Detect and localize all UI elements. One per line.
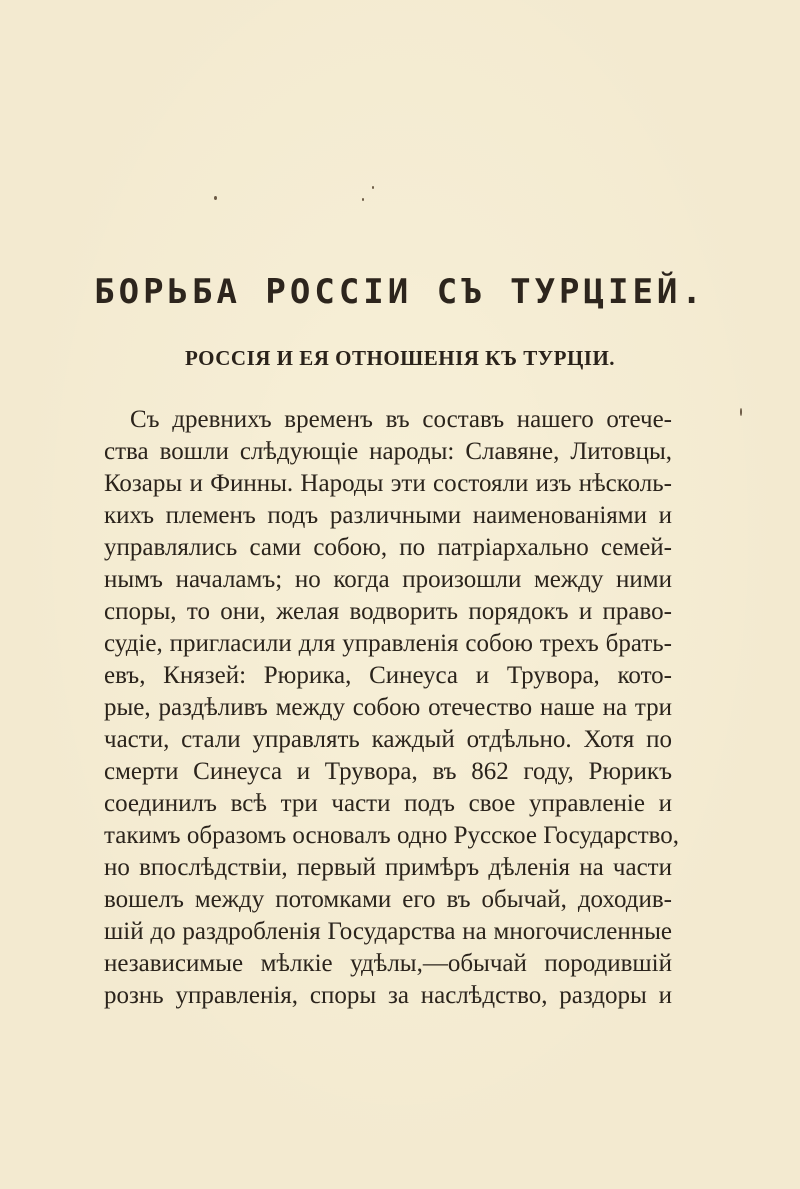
ink-speck: [214, 196, 217, 200]
ink-speck: [362, 198, 364, 201]
text-line: кихъ племенъ подъ различными наименованіями и: [104, 502, 672, 529]
text-line: рознь управленія, споры за наслѣдство, раздоры и: [104, 982, 672, 1009]
text-line: такимъ образомъ основалъ одно Русское Государство,: [104, 822, 679, 849]
body-paragraph: [104, 404, 679, 1012]
text-line: шій до раздробленія Государства на многочисленные: [104, 918, 672, 945]
text-line: нымъ началамъ; но когда произошли между ними: [104, 566, 672, 593]
text-line: вошелъ между потомками его въ обычай, доходив-: [104, 886, 672, 913]
text-line: управлялись сами собою, по патріархально семей-: [104, 534, 672, 561]
text-line: соединилъ всѣ три части подъ свое управленіе и: [104, 790, 672, 817]
text-line: смерти Синеуса и Трувора, въ 862 году, Рюрикъ: [104, 758, 672, 785]
text-line: евъ, Князей: Рюрика, Синеуса и Трувора, кото-: [104, 662, 672, 689]
text-line: споры, то они, желая водворить порядокъ и право-: [104, 598, 672, 625]
text-line: части, стали управлять каждый отдѣльно. Хотя по: [104, 726, 672, 753]
text-line: рые, раздѣливъ между собою отечество наше на три: [104, 694, 672, 721]
text-line: но впослѣдствіи, первый примѣръ дѣленія на части: [104, 854, 672, 881]
section-subtitle: РОССІЯ И ЕЯ ОТНОШЕНІЯ КЪ ТУРЦІИ.: [184, 346, 616, 370]
text-line: Козары и Финны. Народы эти состояли изъ нѣсколь-: [104, 470, 672, 497]
text-line: Съ древнихъ временъ въ составъ нашего отече-: [130, 406, 672, 433]
ink-speck: [372, 186, 374, 189]
text-line: судіе, пригласили для управленія собою трехъ брать-: [104, 630, 672, 657]
chapter-title: БОРЬБА РОССІИ СЪ ТУРЦІЕЙ.: [94, 272, 706, 312]
ink-speck: [740, 408, 742, 416]
text-line: ства вошли слѣдующіе народы: Славяне, Литовцы,: [104, 438, 672, 465]
text-line: независимые мѣлкіе удѣлы,—обычай породившій: [104, 950, 672, 977]
